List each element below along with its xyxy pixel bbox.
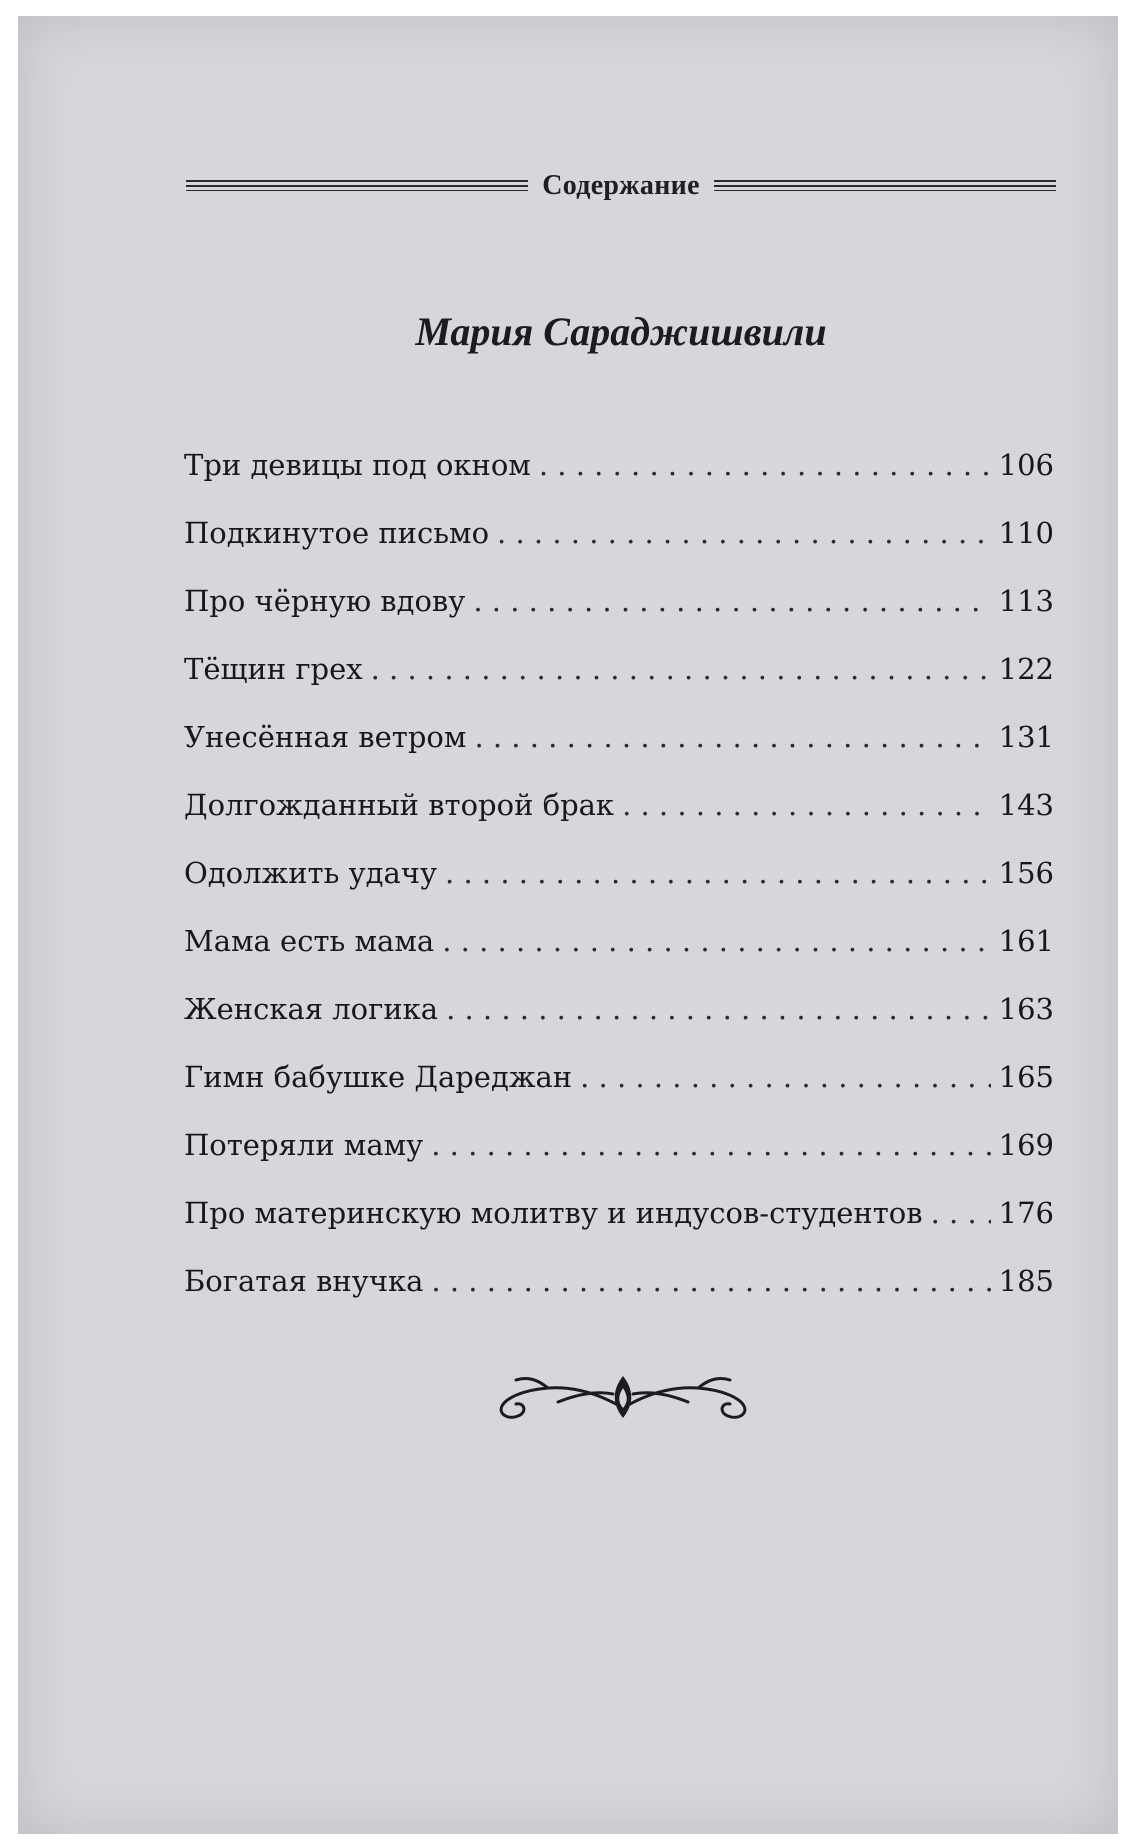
toc-entry[interactable] bbox=[184, 703, 1054, 771]
toc-entry[interactable] bbox=[184, 975, 1054, 1043]
toc-leader-dots bbox=[622, 788, 991, 822]
running-header bbox=[186, 166, 1056, 206]
toc-entry-title: Три девицы под окном bbox=[184, 448, 531, 482]
toc-leader-dots bbox=[931, 1196, 991, 1230]
toc-leader-dots bbox=[474, 720, 990, 754]
toc-entry-title: Про материнскую молитву и индусов-студентов bbox=[184, 1196, 923, 1230]
book-page bbox=[18, 16, 1118, 1834]
toc-entry-title: Подкинутое письмо bbox=[184, 516, 490, 550]
toc-entry[interactable] bbox=[184, 1111, 1054, 1179]
toc-entry[interactable] bbox=[184, 499, 1054, 567]
toc-entry-page: 163 bbox=[998, 992, 1054, 1026]
toc-entry[interactable] bbox=[184, 839, 1054, 907]
toc-leader-dots bbox=[539, 448, 991, 482]
toc-entry-page: 110 bbox=[998, 516, 1054, 550]
toc-leader-dots bbox=[580, 1060, 991, 1094]
toc-entry-page: 156 bbox=[998, 856, 1054, 890]
toc-entry-title: Унесённая ветром bbox=[184, 720, 467, 754]
header-rule-left bbox=[186, 179, 528, 193]
toc-leader-dots bbox=[446, 992, 991, 1026]
toc-entry-page: 143 bbox=[998, 788, 1054, 822]
toc-entry[interactable] bbox=[184, 907, 1054, 975]
header-rule-right bbox=[714, 179, 1056, 193]
toc-entry-page: 106 bbox=[998, 448, 1054, 482]
toc-entry-title: Про чёрную вдову bbox=[184, 584, 466, 618]
toc-entry-page: 169 bbox=[998, 1128, 1054, 1162]
toc-entry-title: Тёщин грех bbox=[184, 652, 363, 686]
toc-entry-title: Богатая внучка bbox=[184, 1264, 424, 1298]
toc-entry-title: Потеряли маму bbox=[184, 1128, 424, 1162]
decorative-scroll-icon bbox=[488, 1346, 758, 1426]
toc-entry[interactable] bbox=[184, 431, 1054, 499]
toc-entry[interactable] bbox=[184, 567, 1054, 635]
toc-entry-title: Мама есть мама bbox=[184, 924, 435, 958]
toc-entry[interactable] bbox=[184, 771, 1054, 839]
toc-entry[interactable] bbox=[184, 1043, 1054, 1111]
toc-entry-title: Одолжить удачу bbox=[184, 856, 438, 890]
toc-entry-page: 185 bbox=[998, 1264, 1054, 1298]
toc-leader-dots bbox=[473, 584, 990, 618]
toc-leader-dots bbox=[442, 924, 990, 958]
toc-entry[interactable] bbox=[184, 1179, 1054, 1247]
toc-entry-title: Женская логика bbox=[184, 992, 439, 1026]
toc-entry-page: 131 bbox=[998, 720, 1054, 754]
toc-entry[interactable] bbox=[184, 635, 1054, 703]
toc-leader-dots bbox=[445, 856, 991, 890]
toc-leader-dots bbox=[431, 1128, 990, 1162]
toc-leader-dots bbox=[371, 652, 991, 686]
toc-entry-page: 113 bbox=[998, 584, 1054, 618]
toc-leader-dots bbox=[497, 516, 991, 550]
header-title: Содержание bbox=[542, 170, 700, 201]
toc-entry-title: Долгожданный второй брак bbox=[184, 788, 615, 822]
toc-entry-page: 161 bbox=[998, 924, 1054, 958]
toc-leader-dots bbox=[431, 1264, 990, 1298]
toc-entry[interactable] bbox=[184, 1247, 1054, 1315]
toc-entry-page: 176 bbox=[998, 1196, 1054, 1230]
table-of-contents bbox=[184, 431, 1054, 1315]
toc-entry-page: 165 bbox=[998, 1060, 1054, 1094]
toc-entry-title: Гимн бабушке Дареджан bbox=[184, 1060, 573, 1094]
section-author: Мария Сараджишвили bbox=[415, 309, 827, 354]
toc-entry-page: 122 bbox=[998, 652, 1054, 686]
